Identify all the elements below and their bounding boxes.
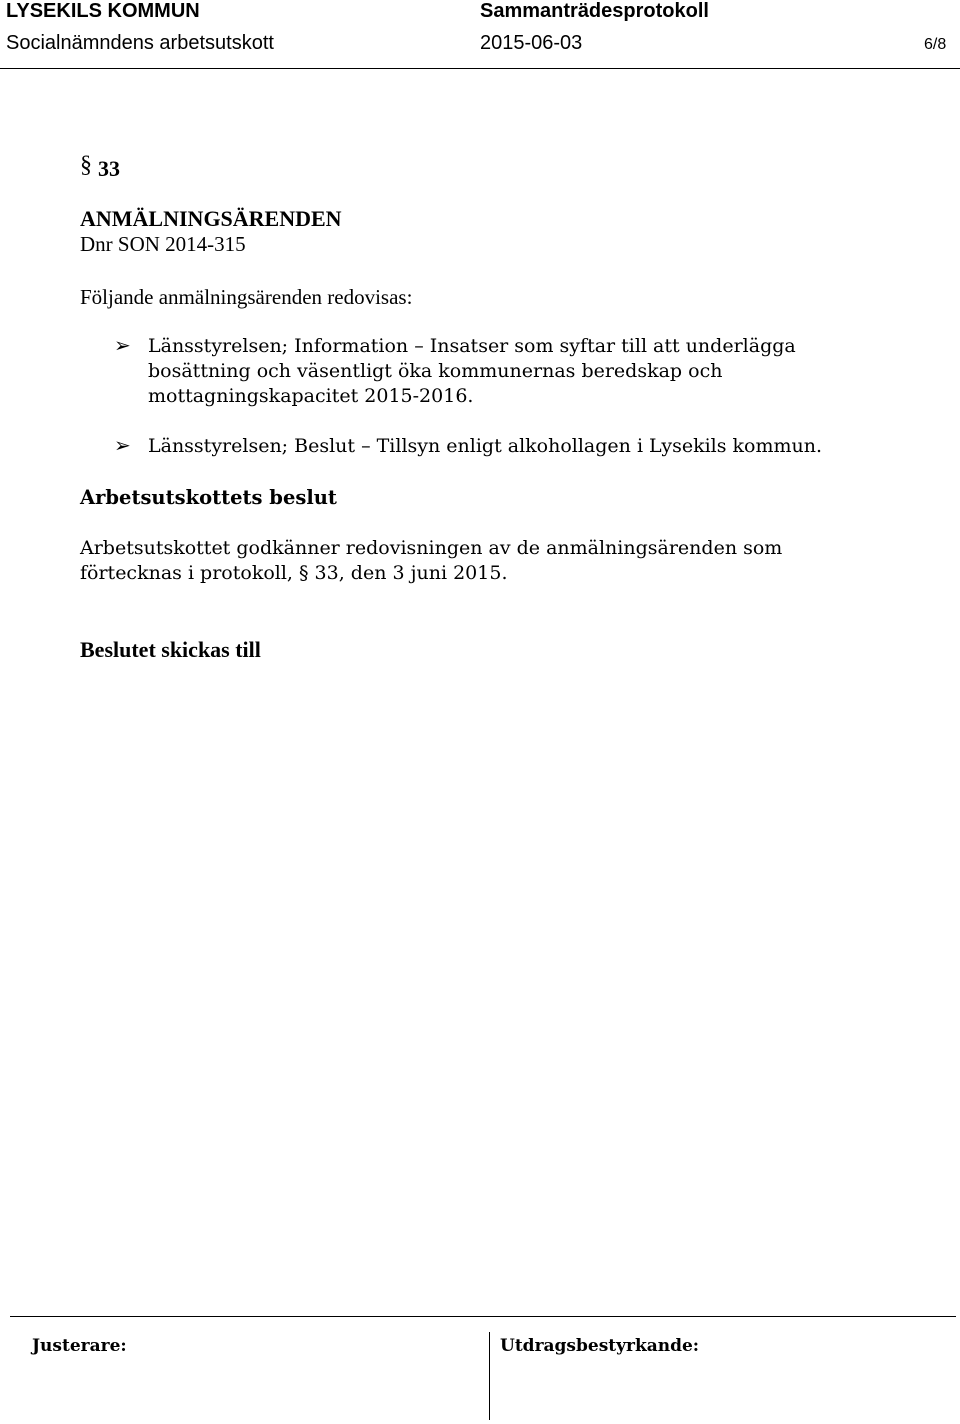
paragraph-sign: § (80, 152, 92, 178)
paragraph-number: 33 (98, 156, 120, 181)
list-item-line: mottagningskapacitet 2015-2016. (148, 385, 474, 407)
page-number: 6/8 (924, 36, 947, 53)
decision-text-line: förtecknas i protokoll, § 33, den 3 juni 2015. (80, 562, 508, 584)
arrowhead-bullet-icon: ➢ (114, 433, 131, 457)
decision-heading: Arbetsutskottets beslut (80, 486, 337, 509)
case-number: Dnr SON 2014-315 (80, 232, 246, 256)
committee-name: Socialnämndens arbetsutskott (6, 32, 274, 54)
document-type: Sammanträdesprotokoll (480, 0, 709, 22)
footer-divider (10, 1316, 956, 1317)
header-divider (0, 68, 960, 69)
arrowhead-bullet-icon: ➢ (114, 333, 131, 357)
sent-to-heading: Beslutet skickas till (80, 637, 261, 662)
footer-column-divider (489, 1332, 490, 1420)
justerare-label: Justerare: (32, 1336, 127, 1356)
list-item-line: Länsstyrelsen; Information – Insatser som syftar till att underlägga (148, 335, 796, 357)
meeting-date: 2015-06-03 (480, 32, 583, 54)
section-title: ANMÄLNINGSÄRENDEN (80, 206, 342, 231)
decision-text-line: Arbetsutskottet godkänner redovisningen av de anmälningsärenden som (80, 537, 783, 559)
intro-text: Följande anmälningsärenden redovisas: (80, 285, 413, 309)
municipality-name: LYSEKILS KOMMUN (6, 0, 200, 22)
utdragsbestyrkande-label: Utdragsbestyrkande: (500, 1336, 700, 1356)
list-item-line: bosättning och väsentligt öka kommunernas beredskap och (148, 360, 723, 382)
list-item-line: Länsstyrelsen; Beslut – Tillsyn enligt alkohollagen i Lysekils kommun. (148, 435, 823, 457)
